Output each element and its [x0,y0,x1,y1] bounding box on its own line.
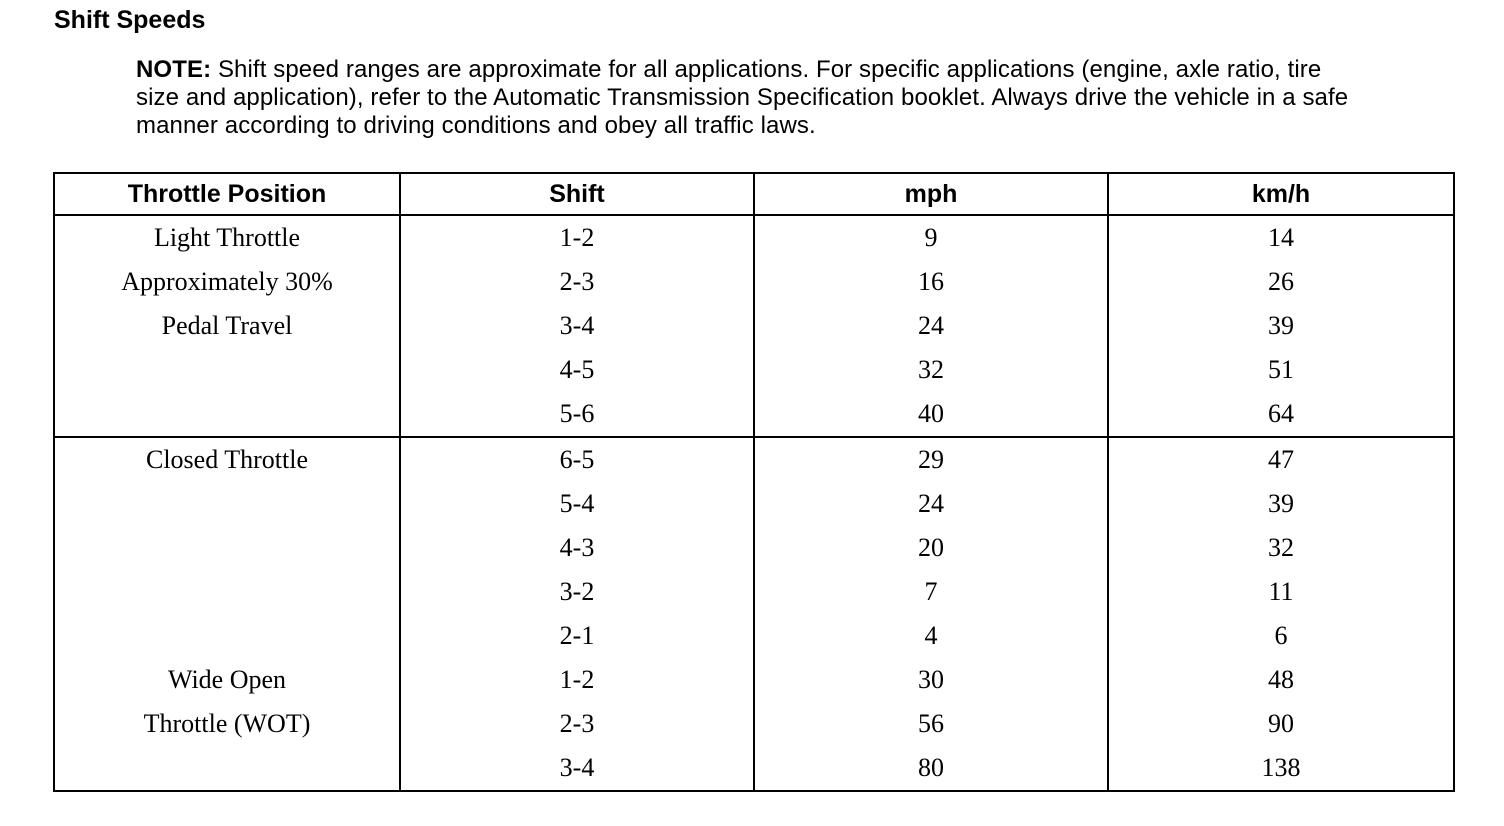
throttle-cell: Light Throttle [54,215,400,260]
table-row [54,614,1454,658]
throttle-cell: Pedal Travel [54,304,400,348]
shift-cell: 1-2 [400,215,754,260]
mph-cell: 4 [754,614,1108,658]
shift-cell: 3-2 [400,570,754,614]
throttle-cell [54,348,400,392]
kmh-cell: 47 [1108,437,1454,482]
throttle-cell: Approximately 30% [54,260,400,304]
note-label: NOTE: [136,56,212,83]
shift-cell: 2-3 [400,702,754,746]
shift-cell: 5-4 [400,482,754,526]
mph-cell: 40 [754,392,1108,437]
table-row [54,260,1454,304]
table-row [54,658,1454,702]
table-row [54,702,1454,746]
kmh-cell: 6 [1108,614,1454,658]
header-shift: Shift [400,173,754,215]
kmh-cell: 90 [1108,702,1454,746]
kmh-cell: 26 [1108,260,1454,304]
kmh-cell: 39 [1108,304,1454,348]
shift-cell: 1-2 [400,658,754,702]
mph-cell: 56 [754,702,1108,746]
note-paragraph [136,56,1366,140]
mph-cell: 7 [754,570,1108,614]
shift-speeds-table [53,172,1455,792]
shift-cell: 2-1 [400,614,754,658]
shift-cell: 5-6 [400,392,754,437]
throttle-cell [54,482,400,526]
section-title: Shift Speeds [54,6,206,34]
shift-cell: 4-3 [400,526,754,570]
throttle-cell [54,526,400,570]
table-row [54,570,1454,614]
shift-cell: 3-4 [400,746,754,791]
throttle-cell [54,614,400,658]
kmh-cell: 64 [1108,392,1454,437]
note-text: Shift speed ranges are approximate for all applications. For specific applications (engine, axle ratio, tire size and application), refer to the Automatic Transmission Specification booklet. Always drive the vehicle in a safe manner according to driving conditions and obey all traffic laws. [136,56,1349,139]
mph-cell: 29 [754,437,1108,482]
kmh-cell: 48 [1108,658,1454,702]
mph-cell: 9 [754,215,1108,260]
throttle-cell: Wide Open [54,658,400,702]
table-row [54,348,1454,392]
shift-cell: 4-5 [400,348,754,392]
header-kmh: km/h [1108,173,1454,215]
shift-cell: 6-5 [400,437,754,482]
mph-cell: 24 [754,482,1108,526]
mph-cell: 32 [754,348,1108,392]
throttle-cell [54,570,400,614]
table-row [54,392,1454,437]
kmh-cell: 138 [1108,746,1454,791]
table-row [54,482,1454,526]
kmh-cell: 14 [1108,215,1454,260]
mph-cell: 30 [754,658,1108,702]
table-row [54,304,1454,348]
table-header-row [54,173,1454,215]
mph-cell: 16 [754,260,1108,304]
kmh-cell: 11 [1108,570,1454,614]
table-row [54,437,1454,482]
throttle-cell: Closed Throttle [54,437,400,482]
header-throttle-position: Throttle Position [54,173,400,215]
mph-cell: 24 [754,304,1108,348]
table-row [54,526,1454,570]
kmh-cell: 51 [1108,348,1454,392]
kmh-cell: 39 [1108,482,1454,526]
table-row [54,746,1454,791]
header-mph: mph [754,173,1108,215]
mph-cell: 80 [754,746,1108,791]
shift-cell: 3-4 [400,304,754,348]
table-row [54,215,1454,260]
throttle-cell: Throttle (WOT) [54,702,400,746]
mph-cell: 20 [754,526,1108,570]
throttle-cell [54,746,400,791]
shift-cell: 2-3 [400,260,754,304]
kmh-cell: 32 [1108,526,1454,570]
throttle-cell [54,392,400,437]
